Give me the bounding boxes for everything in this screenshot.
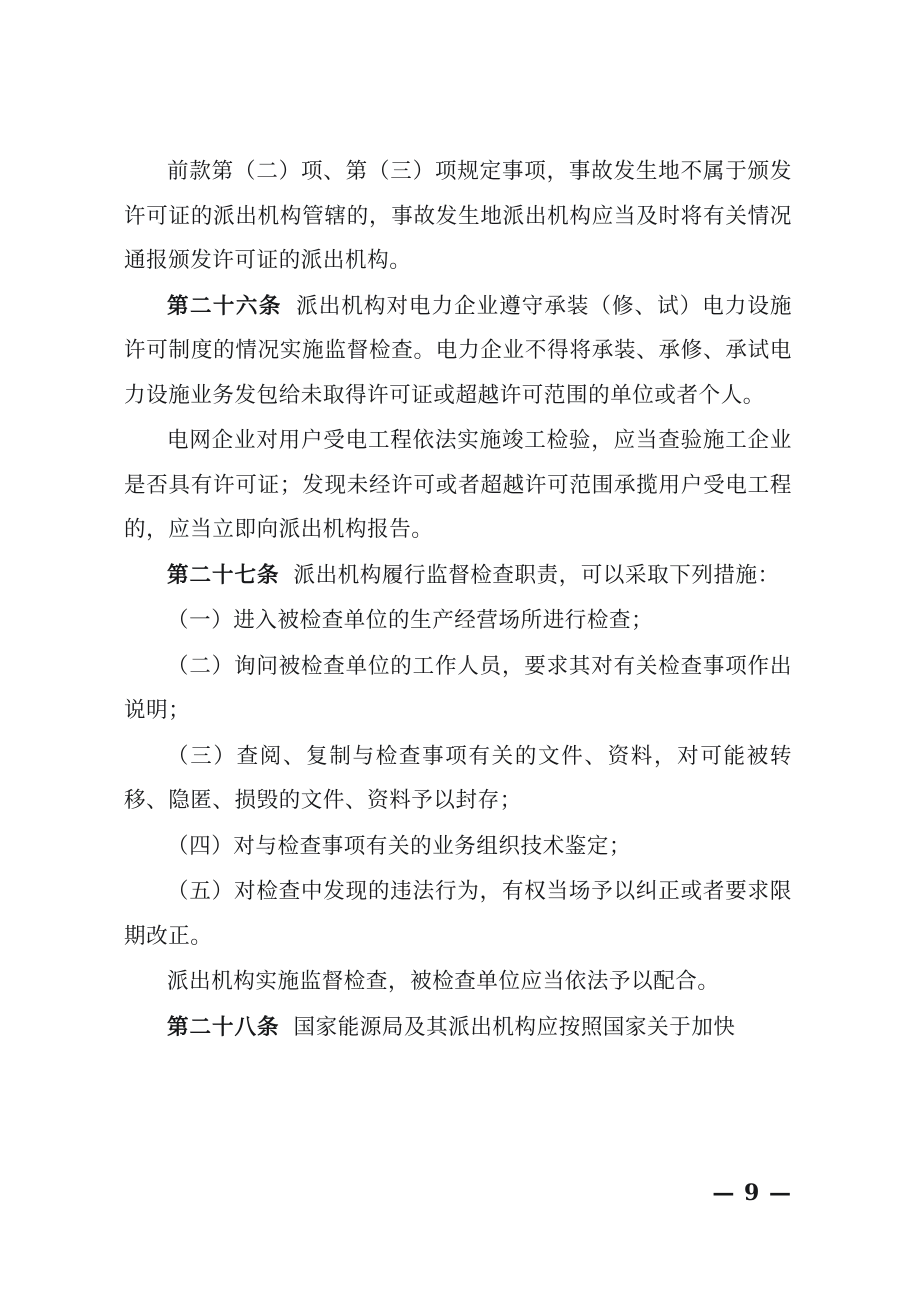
paragraph-article-28 (124, 1006, 792, 1051)
paragraph-article-26 (124, 285, 792, 419)
paragraph-text: （二）询问被检查单位的工作人员，要求其对有关检查事项作出说明； (124, 653, 792, 723)
paragraph-text: 派出机构履行监督检查职责，可以采取下列措施： (293, 562, 780, 588)
list-item (124, 870, 792, 959)
page-number: — 9 — (712, 1180, 792, 1206)
paragraph-text: （三）查阅、复制与检查事项有关的文件、资料，对可能被转移、隐匿、损毁的文件、资料予以封存； (124, 743, 792, 813)
paragraph (124, 419, 792, 553)
paragraph-text: （一）进入被检查单位的生产经营场所进行检查； (167, 608, 654, 633)
paragraph-article-27 (124, 554, 792, 599)
list-item (124, 599, 792, 644)
article-label: 第二十六条 (167, 293, 282, 319)
document-body (124, 150, 792, 1050)
article-label: 第二十八条 (167, 1014, 280, 1040)
list-item (124, 825, 792, 870)
paragraph-text: （五）对检查中发现的违法行为，有权当场予以纠正或者要求限期改正。 (124, 879, 792, 949)
paragraph-text: 国家能源局及其派出机构应按照国家关于加快 (293, 1014, 736, 1040)
paragraph-text: 电网企业对用户受电工程依法实施竣工检验，应当查验施工企业是否具有许可证；发现未经许可或者超越许可范围承揽用户受电工程的，应当立即向派出机构报告。 (124, 428, 792, 542)
paragraph (124, 150, 792, 284)
list-item (124, 645, 792, 734)
list-item (124, 735, 792, 824)
paragraph (124, 960, 792, 1005)
article-label: 第二十七条 (167, 562, 280, 588)
paragraph-text: （四）对与检查事项有关的业务组织技术鉴定； (167, 833, 632, 859)
paragraph-text: 派出机构实施监督检查，被检查单位应当依法予以配合。 (167, 969, 720, 994)
paragraph-text: 前款第（二）项、第（三）项规定事项，事故发生地不属于颁发许可证的派出机构管辖的，事故发生地派出机构应当及时将有关情况通报颁发许可证的派出机构。 (124, 159, 792, 273)
paragraph-text: 派出机构对电力企业遵守承装（修、试）电力设施许可制度的情况实施监督检查。电力企业不得将承装、承修、承试电力设施业务发包给未取得许可证或超越许可范围的单位或者个人。 (124, 293, 792, 408)
